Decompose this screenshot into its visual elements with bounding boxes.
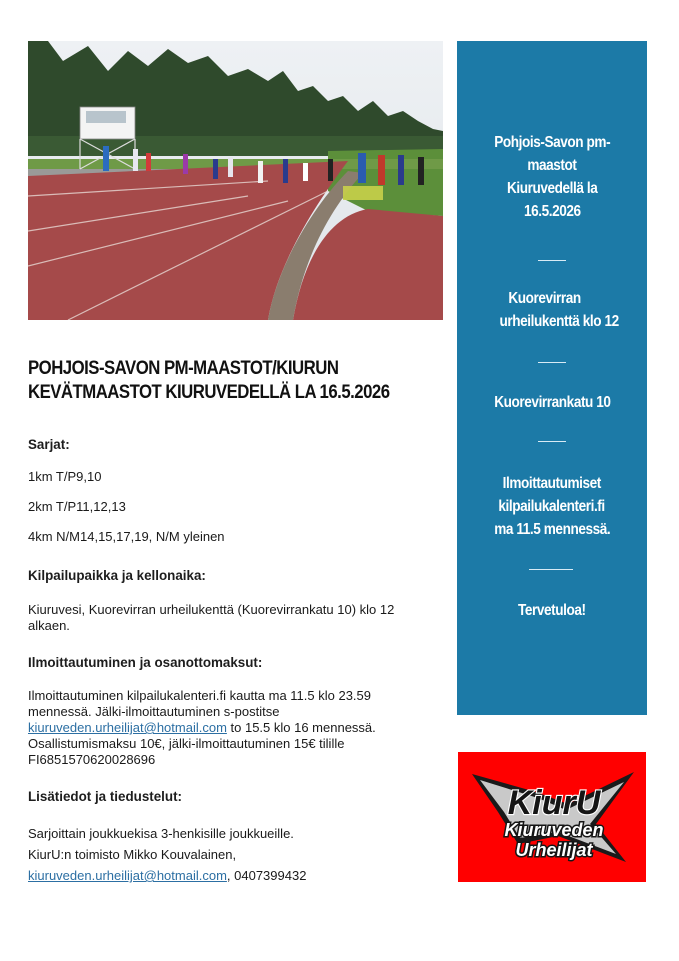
logo-brand: KiurU (507, 784, 601, 822)
panel-registration (457, 472, 647, 541)
panel-welcome (457, 599, 647, 622)
panel-text: Kuorevirran (508, 290, 582, 307)
series-item: 2km T/P11,12,13 (28, 499, 126, 514)
panel-text: Kiuruvedellä la (506, 180, 598, 197)
headline-line-1: POHJOIS-SAVON PM-MAASTOT/KIURUN (28, 357, 339, 379)
series-item: 4km N/M14,15,17,19, N/M yleinen (28, 529, 225, 544)
panel-text: ma 11.5 mennessä. (493, 521, 610, 538)
kiuru-bird-logo (458, 752, 646, 882)
panel-event-title (457, 131, 647, 223)
registration-heading: Ilmoittautuminen ja osanottomaksut: (28, 655, 263, 670)
contact-phone: , 0407399432 (226, 868, 307, 883)
bank-account: FI6851570620028696 (28, 752, 156, 767)
panel-text: Ilmoittautumiset (502, 475, 602, 492)
registration-deadline: to 15.5 klo 16 mennessä. (226, 720, 376, 735)
panel-venue (457, 287, 647, 333)
registration-line: mennessä. Jälki-ilmoittautuminen s-postitse (28, 704, 280, 719)
panel-text: urheilukenttä klo 12 (499, 313, 619, 330)
event-photo (28, 41, 443, 320)
panel-address (457, 391, 647, 414)
panel-text: Tervetuloa! (518, 602, 586, 619)
divider (538, 260, 566, 261)
headline-line-2: KEVÄTMAASTOT KIURUVEDELLÄ LA 16.5.2026 (28, 381, 390, 403)
divider (529, 569, 573, 570)
venue-text: Kiuruvesi, Kuorevirran urheilukenttä (Kuorevirrankatu 10) klo 12 alkaen. (28, 602, 395, 633)
series-heading: Sarjat: (28, 437, 70, 452)
contact-email-link[interactable]: kiuruveden.urheilijat@hotmail.com (28, 868, 227, 883)
panel-text: Kuorevirrankatu 10 (493, 394, 611, 411)
logo-line-1: Kiuruveden (504, 820, 604, 840)
venue-heading: Kilpailupaikka ja kellonaika: (28, 568, 206, 583)
panel-text: maastot (527, 157, 577, 174)
registration-line: Ilmoittautuminen kilpailukalenteri.fi kautta ma 11.5 klo 23.59 (28, 688, 372, 703)
divider (538, 362, 566, 363)
info-line: KiurU:n toimisto Mikko Kouvalainen, (28, 847, 237, 862)
divider (538, 441, 566, 442)
panel-text: kilpailukalenteri.fi (498, 498, 606, 515)
registration-text (28, 688, 443, 768)
series-item: 1km T/P9,10 (28, 469, 102, 484)
info-line: Sarjoittain joukkuekisa 3-henkisille joukkueille. (28, 826, 294, 841)
hurdles (343, 186, 383, 200)
info-panel (457, 41, 647, 715)
club-logo (458, 752, 646, 882)
registration-fee: Osallistumismaksu 10€, jälki-ilmoittautuminen 15€ tilille (28, 736, 345, 751)
event-headline (28, 356, 389, 404)
panel-text: Pohjois-Savon pm- (494, 134, 610, 151)
logo-line-2: Urheilijat (515, 840, 593, 860)
info-heading: Lisätiedot ja tiedustelut: (28, 789, 183, 804)
email-link[interactable]: kiuruveden.urheilijat@hotmail.com (28, 720, 227, 735)
track-photo-illustration (28, 41, 443, 320)
contact-line (28, 868, 306, 884)
panel-text: 16.5.2026 (523, 203, 581, 220)
registration-line (28, 720, 443, 736)
